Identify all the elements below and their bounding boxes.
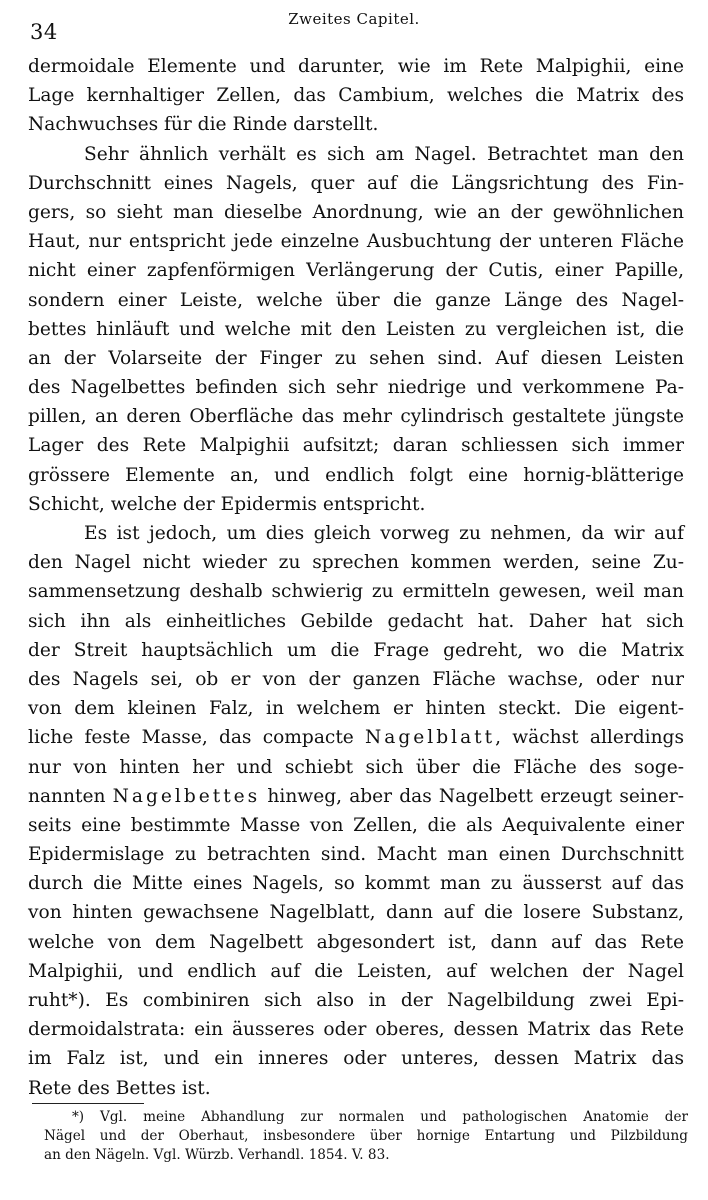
text-line: ruht*). Es combiniren sich also in der Nagelbildung zwei Epi- [28,990,684,1011]
text-line: grössere Elemente an, und endlich folgt eine hornig-blätterige [28,464,684,486]
text-line: des Nagels sei, ob er von der ganzen Fläche wachse, oder nur [28,668,684,690]
footnote-line: an den Nägeln. Vgl. Würzb. Verhandl. 1854. V. 83. [44,1147,390,1163]
text-line: von hinten gewachsene Nagelblatt, dann auf die losere Substanz, [28,902,684,924]
text-line: nicht einer zapfenförmigen Verlängerung der Cutis, einer Papille, [28,260,684,282]
running-head [24,8,684,48]
text-line: nur von hinten her und schiebt sich über die Fläche des soge- [28,756,684,778]
text-line: Lage kernhaltiger Zellen, das Cambium, welches die Matrix des [28,85,684,107]
text-line: Malpighii, und endlich auf die Leisten, auf welchen der Nagel [28,960,684,982]
spaced-term-nagelblatt: Nagelblatt [365,727,496,749]
text-line: an der Volarseite der Finger zu sehen sind. Auf diesen Leisten [28,347,684,369]
text-line: den Nagel nicht wieder zu sprechen kommen werden, seine Zu- [28,552,684,574]
text-line: Epidermislage zu betrachten sind. Macht man einen Durchschnitt [28,844,684,866]
text-line: dermoidalstrata: ein äusseres oder oberes, dessen Matrix das Rete [28,1019,684,1041]
text-line: durch die Mitte eines Nagels, so kommt man zu äusserst auf das [28,873,684,895]
text-line: bettes hinläuft und welche mit den Leisten zu vergleichen ist, die [28,318,684,340]
text-line: pillen, an deren Oberfläche das mehr cylindrisch gestaltete jüngste [28,406,684,428]
text-line: Haut, nur entspricht jede einzelne Ausbuchtung der unteren Fläche [28,231,684,253]
footnote [44,1108,688,1165]
text-line: Durchschnitt eines Nagels, quer auf die Längsrichtung des Fin- [28,172,684,194]
text-line: von dem kleinen Falz, in welchem er hinten steckt. Die eigent- [28,698,684,720]
footnote-line: *) Vgl. meine Abhandlung zur normalen und pathologischen Anatomie der [72,1109,688,1125]
text-segment: , wächst allerdings [495,727,685,749]
text-segment: hinweg, aber das Nagelbett erzeugt seiner- [260,785,684,807]
text-line: der Streit hauptsächlich um die Frage gedreht, wo die Matrix [28,639,684,661]
text-line: sondern einer Leiste, welche über die ganze Länge des Nagel- [28,289,684,311]
footnote-line: Nägel und der Oberhaut, insbesondere über hornige Entartung und Pilzbildung [44,1128,688,1144]
text-line-with-spaced-term [28,782,684,811]
text-line: des Nagelbettes befinden sich sehr niedrige und verkommene Pa- [28,377,684,399]
text-segment: liche feste Masse, das compacte [28,727,366,749]
text-line: seits eine bestimmte Masse von Zellen, die als Aequivalente einer [28,814,684,836]
text-line: welche von dem Nagelbett abgesondert ist, dann auf das Rete [28,931,684,953]
text-line: dermoidale Elemente und darunter, wie im Rete Malpighii, eine [28,56,684,77]
body-text [28,52,684,1103]
text-segment: nannten [28,785,113,807]
text-line: sammensetzung deshalb schwierig zu ermitteln gewesen, weil man [28,581,684,603]
text-line-with-spaced-term [28,723,684,752]
text-line: im Falz ist, und ein inneres oder unteres, dessen Matrix das [28,1048,684,1070]
paragraph-start-line: Es ist jedoch, um dies gleich vorweg zu nehmen, da wir auf [84,523,684,544]
page-number: 34 [30,20,58,44]
text-line: Rete des Bettes ist. [28,1077,211,1099]
chapter-title: Zweites Capitel. [288,10,420,28]
text-line: Lager des Rete Malpighii aufsitzt; daran schliessen sich immer [28,435,684,457]
text-line: sich ihn als einheitliches Gebilde gedacht hat. Daher hat sich [28,610,684,632]
spaced-term-nagelbettes: Nagelbettes [112,785,261,807]
text-line: gers, so sieht man dieselbe Anordnung, wie an der gewöhnlichen [28,201,684,223]
text-line: Nachwuchses für die Rinde darstellt. [28,114,379,136]
footnote-divider [32,1103,144,1104]
text-line: Schicht, welche der Epidermis entspricht. [28,493,426,515]
paragraph-start-line: Sehr ähnlich verhält es sich am Nagel. Betrachtet man den [84,143,684,165]
